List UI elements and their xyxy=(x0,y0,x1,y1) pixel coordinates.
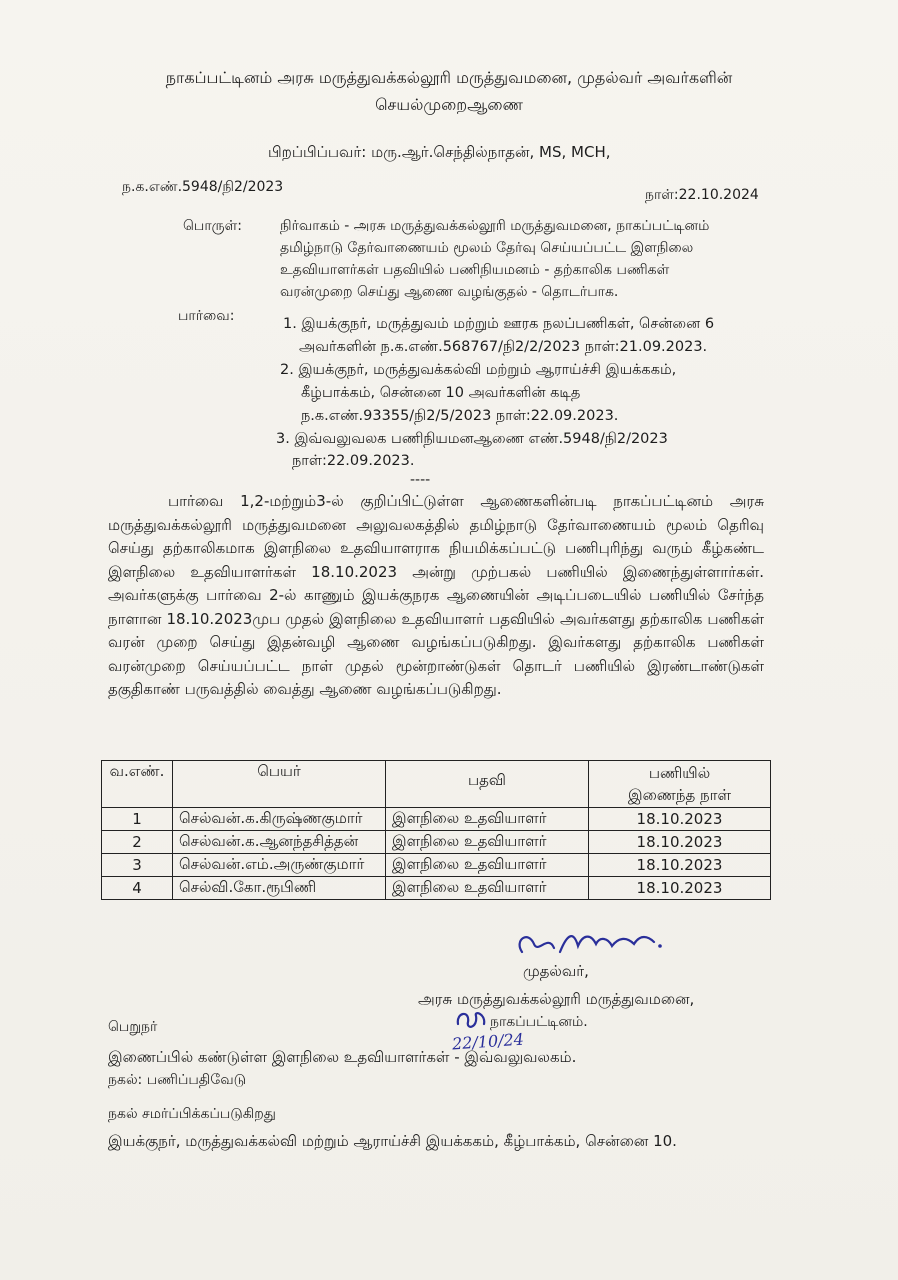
cell-date: 18.10.2023 xyxy=(589,831,771,854)
cell-post: இளநிலை உதவியாளர் xyxy=(386,854,589,877)
divider-mark: ---- xyxy=(410,472,431,488)
recipient-label: பெறுநர் xyxy=(108,1019,158,1035)
header-line-1: நாகப்பட்டினம் அரசு மருத்துவக்கல்லூரி மருத்துவமனை, முதல்வர் அவர்களின் xyxy=(165,68,733,87)
col-header-date xyxy=(589,761,771,808)
reference-item-1-cont: அவர்களின் ந.க.எண்.568767/நி2/2/2023 நாள்:21.09.2023. xyxy=(299,339,708,355)
references-label: பார்வை: xyxy=(178,308,235,324)
copy-line-2: நகல் சமர்ப்பிக்கப்படுகிறது xyxy=(108,1106,276,1122)
cell-date: 18.10.2023 xyxy=(589,808,771,831)
cell-date: 18.10.2023 xyxy=(589,877,771,900)
col-header-date-l1: பணியில் xyxy=(648,764,711,782)
signatory-institution: அரசு மருத்துவக்கல்லூரி மருத்துவமனை, xyxy=(418,990,695,1008)
cell-sno: 2 xyxy=(102,831,173,854)
header-line-2: செயல்முறைஆணை xyxy=(375,95,523,114)
reference-item-2-cont: ந.க.எண்.93355/நி2/5/2023 நாள்:22.09.2023. xyxy=(301,408,619,424)
copy-line-3: இயக்குநர், மருத்துவக்கல்வி மற்றும் ஆராய்ச்சி இயக்ககம், கீழ்பாக்கம், சென்னை 10. xyxy=(108,1132,677,1150)
initials-mark xyxy=(452,1006,492,1034)
subject-line: நிர்வாகம் - அரசு மருத்துவக்கல்லூரி மருத்துவமனை, நாகப்பட்டினம் xyxy=(280,218,710,234)
table-row xyxy=(102,877,771,900)
handwritten-date: 22/10/24 xyxy=(451,1029,525,1054)
table-header-row xyxy=(102,761,771,808)
reference-item-3-cont: நாள்:22.09.2023. xyxy=(292,453,415,469)
table-row xyxy=(102,831,771,854)
copy-line-1: நகல்: பணிப்பதிவேடு xyxy=(108,1072,247,1088)
reference-item-1: 1. இயக்குநர், மருத்துவம் மற்றும் ஊரக நலப்பணிகள், சென்னை 6 xyxy=(283,316,715,332)
cell-sno: 1 xyxy=(102,808,173,831)
cell-name: செல்வி.கோ.ரூபிணி xyxy=(173,877,386,900)
col-header-name: பெயர் xyxy=(173,761,386,808)
subject-line: உதவியாளர்கள் பதவியில் பணிநியமனம் - தற்காலிக பணிகள் xyxy=(280,262,670,278)
signatory-place: நாகப்பட்டினம். xyxy=(490,1014,588,1030)
reference-item-2-cont: கீழ்பாக்கம், சென்னை 10 அவர்களின் கடித xyxy=(301,385,581,401)
cell-name: செல்வன்.க.கிருஷ்ணகுமார் xyxy=(173,808,386,831)
subject-line: வரன்முறை செய்து ஆணை வழங்குதல் - தொடர்பாக. xyxy=(280,284,619,300)
cell-sno: 3 xyxy=(102,854,173,877)
appointee-table xyxy=(101,760,771,900)
cell-name: செல்வன்.க.ஆனந்தசித்தன் xyxy=(173,831,386,854)
reference-item-2: 2. இயக்குநர், மருத்துவக்கல்வி மற்றும் ஆராய்ச்சி இயக்ககம், xyxy=(280,362,677,378)
cell-post: இளநிலை உதவியாளர் xyxy=(386,877,589,900)
reference-number: ந.க.எண்.5948/நி2/2023 xyxy=(122,179,284,195)
cell-post: இளநிலை உதவியாளர் xyxy=(386,808,589,831)
body-paragraph xyxy=(108,490,764,702)
col-header-sno: வ.எண். xyxy=(102,761,173,808)
reference-item-3: 3. இவ்வலுவலக பணிநியமனஆணை எண்.5948/நி2/2023 xyxy=(276,431,668,447)
table-row xyxy=(102,808,771,831)
subject-line: தமிழ்நாடு தேர்வாணையம் மூலம் தேர்வு செய்யப்பட்ட இளநிலை xyxy=(280,240,694,256)
col-header-post: பதவி xyxy=(386,761,589,808)
cell-name: செல்வன்.எம்.அருண்குமார் xyxy=(173,854,386,877)
signatory-designation: முதல்வர், xyxy=(523,962,589,980)
cell-sno: 4 xyxy=(102,877,173,900)
body-text: பார்வை 1,2-மற்றும்3-ல் குறிப்பிட்டுள்ள ஆணைகளின்படி நாகப்பட்டினம் அரசு மருத்துவக்கல்லூரி மருத்துவமனை அலுவலகத்தில் தமிழ்நாடு தேர்வாணையம் மூலம் தெரிவு செய்து தற்காலிகமாக இளநிலை உதவியாளராக நியமிக்கப்பட்டு பணிபுரிந்து வரும் கீழ்கண்ட இளநிலை உதவியாளர்கள் 18.10.2023 அன்று முற்பகல் பணியில் இணைந்துள்ளார்கள். அவர்களுக்கு பார்வை 2-ல் காணும் இயக்குநரக ஆணையின் அடிப்படையில் பணியில் சேர்ந்த நாளான 18.10.2023முப முதல் இளநிலை உதவியாளர் பதவியில் அவர்களது தற்காலிக பணிகள் வரன் முறை செய்து இதன்வழி ஆணை வழங்கப்படுகிறது. இவர்களது தற்காலிக பணிகள் வரன்முறை செய்யப்பட்ட நாள் முதல் மூன்றாண்டுகள் தொடர் பணியில் இரண்டாண்டுகள் தகுதிகாண் பருவத்தில் வைத்து ஆணை வழங்கப்படுகிறது. xyxy=(108,492,764,698)
table-row xyxy=(102,854,771,877)
issuer-line: பிறப்பிப்பவர்: மரு.ஆர்.செந்தில்நாதன், MS, MCH, xyxy=(268,143,611,161)
subject-label: பொருள்: xyxy=(183,218,242,234)
cell-date: 18.10.2023 xyxy=(589,854,771,877)
cell-post: இளநிலை உதவியாளர் xyxy=(386,831,589,854)
recipient-line: இணைப்பில் கண்டுள்ள இளநிலை உதவியாளர்கள் - இவ்வலுவலகம். xyxy=(108,1048,577,1066)
col-header-date-l2: இணைந்த நாள் xyxy=(627,786,732,804)
order-date: நாள்:22.10.2024 xyxy=(645,187,759,203)
principal-signature xyxy=(508,922,668,966)
